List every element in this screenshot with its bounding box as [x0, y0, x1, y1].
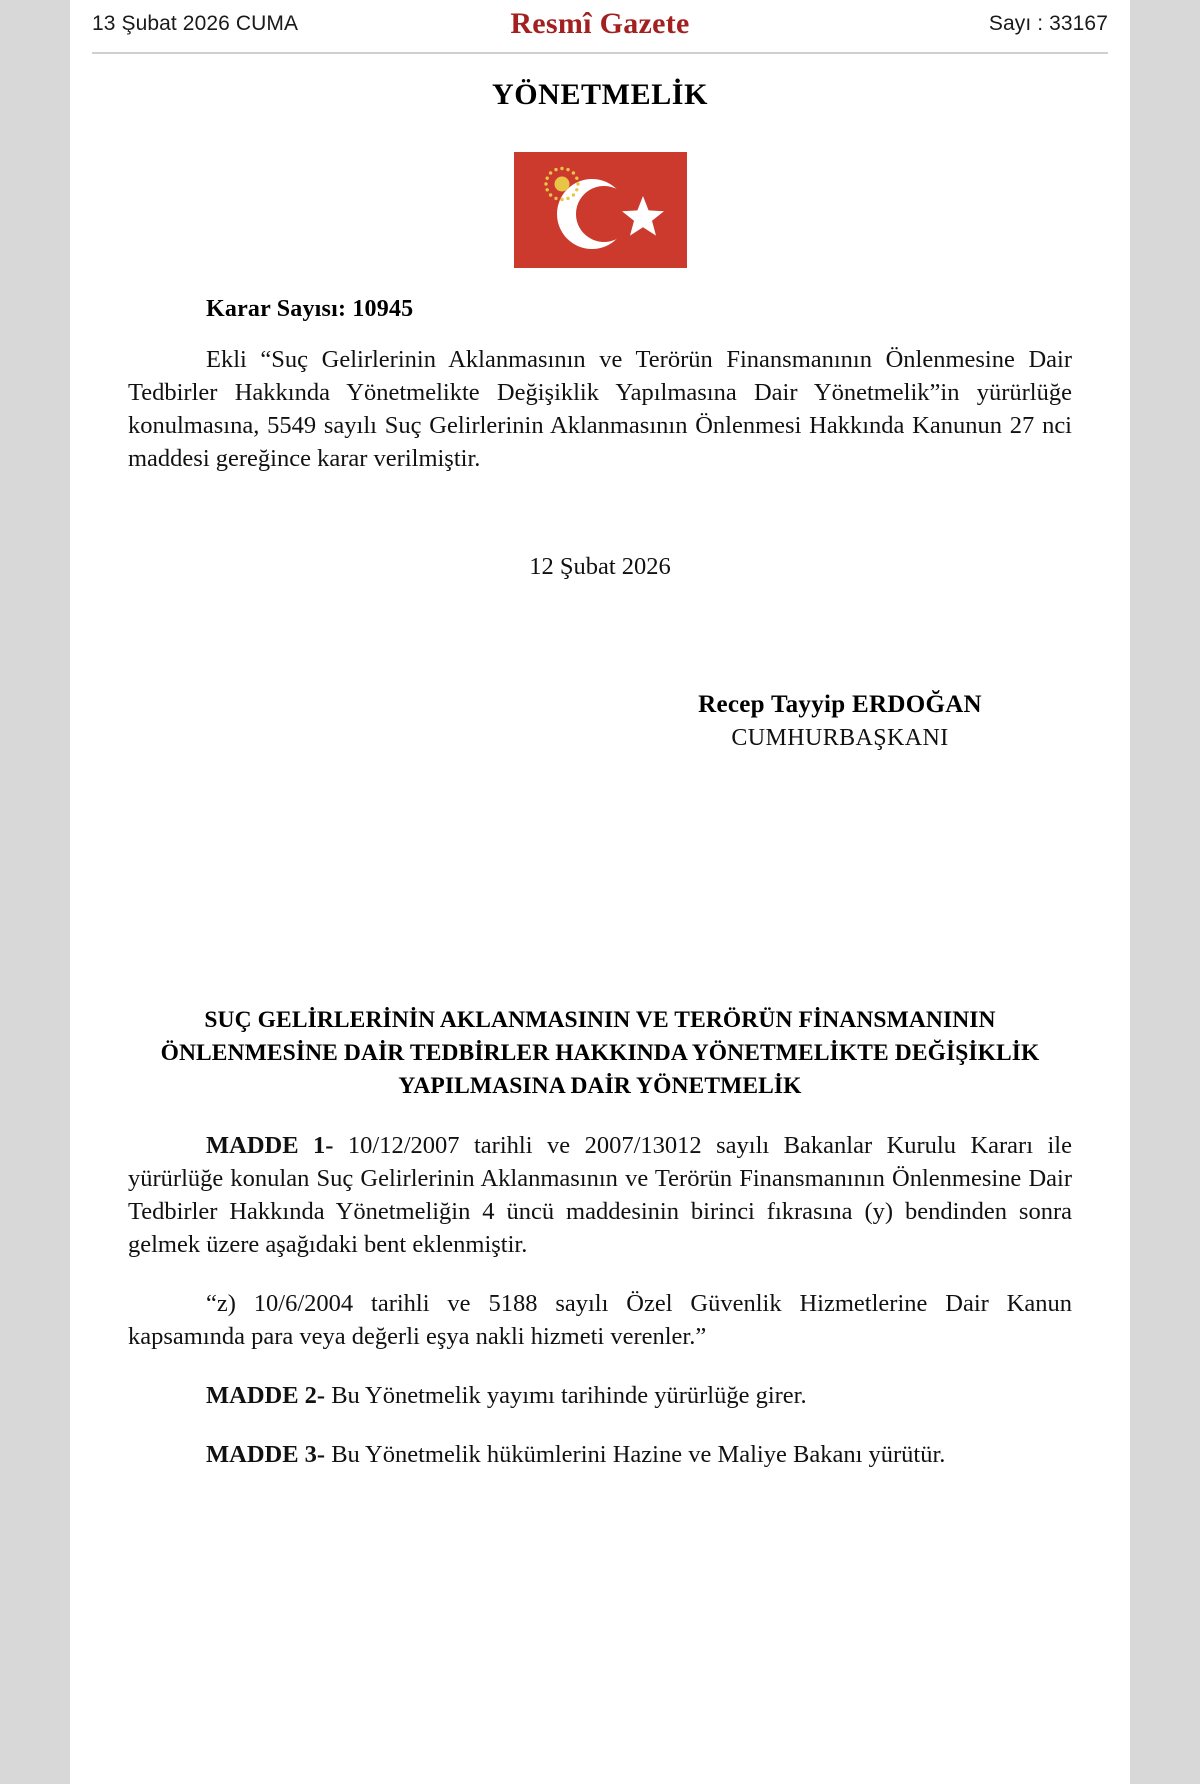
article-label: MADDE 1- [206, 1132, 334, 1159]
emblem-container [70, 152, 1130, 268]
article-item [128, 1129, 1072, 1261]
page-gutter-right [1130, 0, 1200, 1784]
decision-block [128, 296, 1072, 752]
article-item [128, 1379, 1072, 1412]
masthead-title: Resmî Gazete [510, 7, 690, 40]
page-gutter-left [0, 0, 70, 1784]
article-text: “z) 10/6/2004 tarihli ve 5188 sayılı Özel Güvenlik Hizmetlerine Dair Kanun kapsamında para veya değerli eşya nakli hizmeti verenler.” [128, 1290, 1072, 1350]
turkish-flag-icon [514, 152, 687, 268]
article-label: MADDE 2- [206, 1382, 326, 1409]
signature-block [128, 691, 1072, 752]
article-item [128, 1287, 1072, 1353]
masthead-date: 13 Şubat 2026 CUMA [92, 12, 299, 35]
decision-body-text: Ekli “Suç Gelirlerinin Aklanmasının ve Terörün Finansmanının Önlenmesine Dair Tedbirler Hakkında Yönetmelikte Değişiklik Yapılmasına Dair Yönetmelik”in yürürlüğe konulmasına, 5549 sayılı Suç Gelirlerinin Aklanmasının Önlenmesi Hakkında Kanunun 27 nci maddesi gereğince karar verilmiştir. [128, 346, 1072, 472]
decision-date: 12 Şubat 2026 [529, 553, 671, 580]
article-text: 10/12/2007 tarihli ve 2007/13012 sayılı Bakanlar Kurulu Kararı ile yürürlüğe konulan Suç Gelirlerinin Aklanmasının ve Terörün Finansmanının Önlenmesine Dair Tedbirler Hakkında Yönetmeliğin 4 üncü maddesinin birinci fıkrasına (y) bendinden sonra gelmek üzere aşağıdaki bent eklenmiştir. [128, 1132, 1072, 1258]
signatory-name: Recep Tayyip ERDOĞAN [698, 691, 982, 718]
decision-number: Karar Sayısı: 10945 [206, 296, 414, 322]
article-label: MADDE 3- [206, 1441, 326, 1468]
article-item [128, 1438, 1072, 1471]
masthead-divider [92, 52, 1108, 54]
signatory-role: CUMHURBAŞKANI [731, 725, 949, 751]
regulation-title: SUÇ GELİRLERİNİN AKLANMASININ VE TERÖRÜN FİNANSMANININ ÖNLENMESİNE DAİR TEDBİRLER HAKKINDA YÖNETMELİKTE DEĞİŞİKLİK YAPILMASINA DAİR YÖNETMELİK [160, 1007, 1040, 1099]
document-type-title: YÖNETMELİK [491, 78, 709, 111]
gazette-page [70, 0, 1130, 1784]
article-text: Bu Yönetmelik hükümlerini Hazine ve Maliye Bakanı yürütür. [325, 1441, 946, 1468]
article-text: Bu Yönetmelik yayımı tarihinde yürürlüğe girer. [325, 1382, 807, 1409]
masthead [70, 0, 1130, 48]
regulation-section [128, 1004, 1072, 1471]
masthead-issue-number: Sayı : 33167 [988, 12, 1108, 35]
